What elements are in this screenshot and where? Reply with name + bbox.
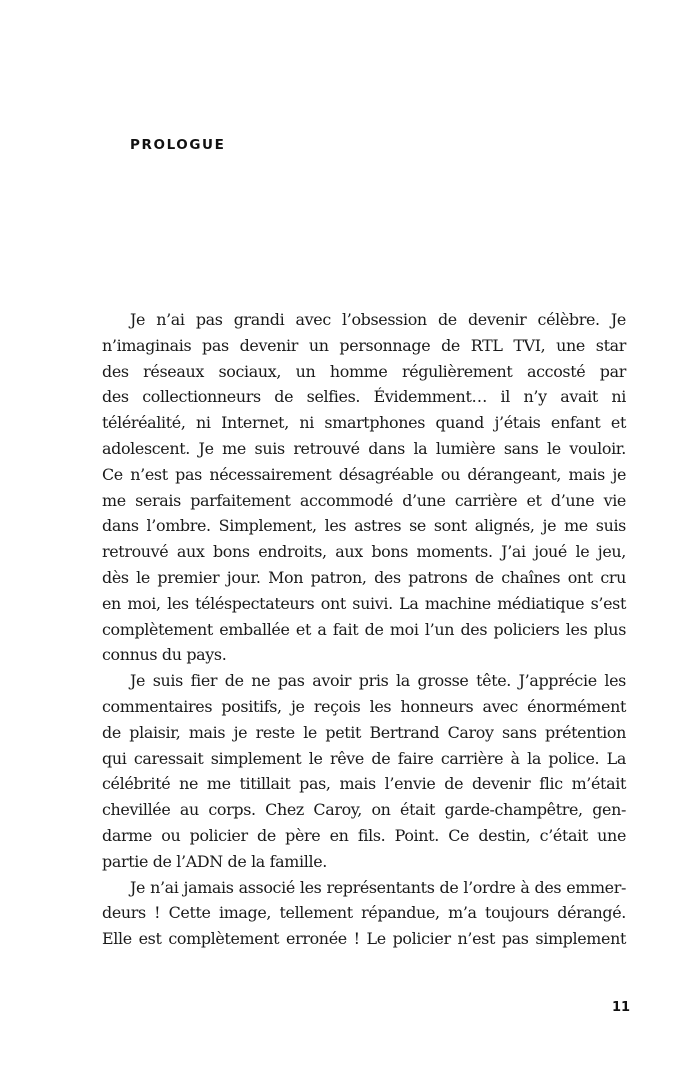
text-line: téléréalité, ni Internet, ni smartphones quand j’étais enfant et xyxy=(102,413,626,433)
text-line: chevillée au corps. Chez Caroy, on était garde-champêtre, gen- xyxy=(102,800,626,820)
text-line: retrouvé aux bons endroits, aux bons moments. J’ai joué le jeu, xyxy=(102,542,626,562)
text-line: me serais parfaitement accommodé d’une carrière et d’une vie xyxy=(102,490,626,510)
chapter-title: PROLOGUE xyxy=(130,137,226,153)
text-line: deurs ! Cette image, tellement répandue, m’a toujours dérangé. xyxy=(102,903,626,923)
body-text xyxy=(102,307,626,952)
text-line: dès le premier jour. Mon patron, des patrons de chaînes ont cru xyxy=(102,567,626,587)
text-line: connus du pays. xyxy=(102,645,227,665)
text-line: Elle est complètement erronée ! Le policier n’est pas simplement xyxy=(102,929,626,949)
text-line: de plaisir, mais je reste le petit Bertrand Caroy sans prétention xyxy=(102,722,626,742)
text-line: n’imaginais pas devenir un personnage de RTL TVI, une star xyxy=(102,335,626,355)
text-line: adolescent. Je me suis retrouvé dans la lumière sans le vouloir. xyxy=(102,438,626,458)
text-line: Ce n’est pas nécessairement désagréable ou dérangeant, mais je xyxy=(102,464,626,484)
text-line: qui caressait simplement le rêve de faire carrière à la police. La xyxy=(102,748,626,768)
text-line: célébrité ne me titillait pas, mais l’envie de devenir flic m’était xyxy=(102,774,626,794)
page-number: 11 xyxy=(612,1000,631,1015)
text-line: partie de l’ADN de la famille. xyxy=(102,851,327,871)
text-line: Je n’ai pas grandi avec l’obsession de devenir célèbre. Je xyxy=(130,310,626,329)
text-line: complètement emballée et a fait de moi l’un des policiers les plus xyxy=(102,619,626,639)
text-line: des collectionneurs de selfies. Évidemment… il n’y avait ni xyxy=(102,387,626,407)
text-line: en moi, les téléspectateurs ont suivi. La machine médiatique s’est xyxy=(102,593,626,613)
text-line: Je n’ai jamais associé les représentants de l’ordre à des emmer- xyxy=(130,877,626,897)
text-line: commentaires positifs, je reçois les honneurs avec énormément xyxy=(102,696,626,716)
text-line: des réseaux sociaux, un homme régulièrement accosté par xyxy=(102,361,626,381)
text-line: dans l’ombre. Simplement, les astres se sont alignés, je me suis xyxy=(102,516,626,536)
text-line: Je suis fier de ne pas avoir pris la grosse tête. J’apprécie les xyxy=(130,671,626,691)
text-line: darme ou policier de père en fils. Point. Ce destin, c’était une xyxy=(102,825,626,845)
